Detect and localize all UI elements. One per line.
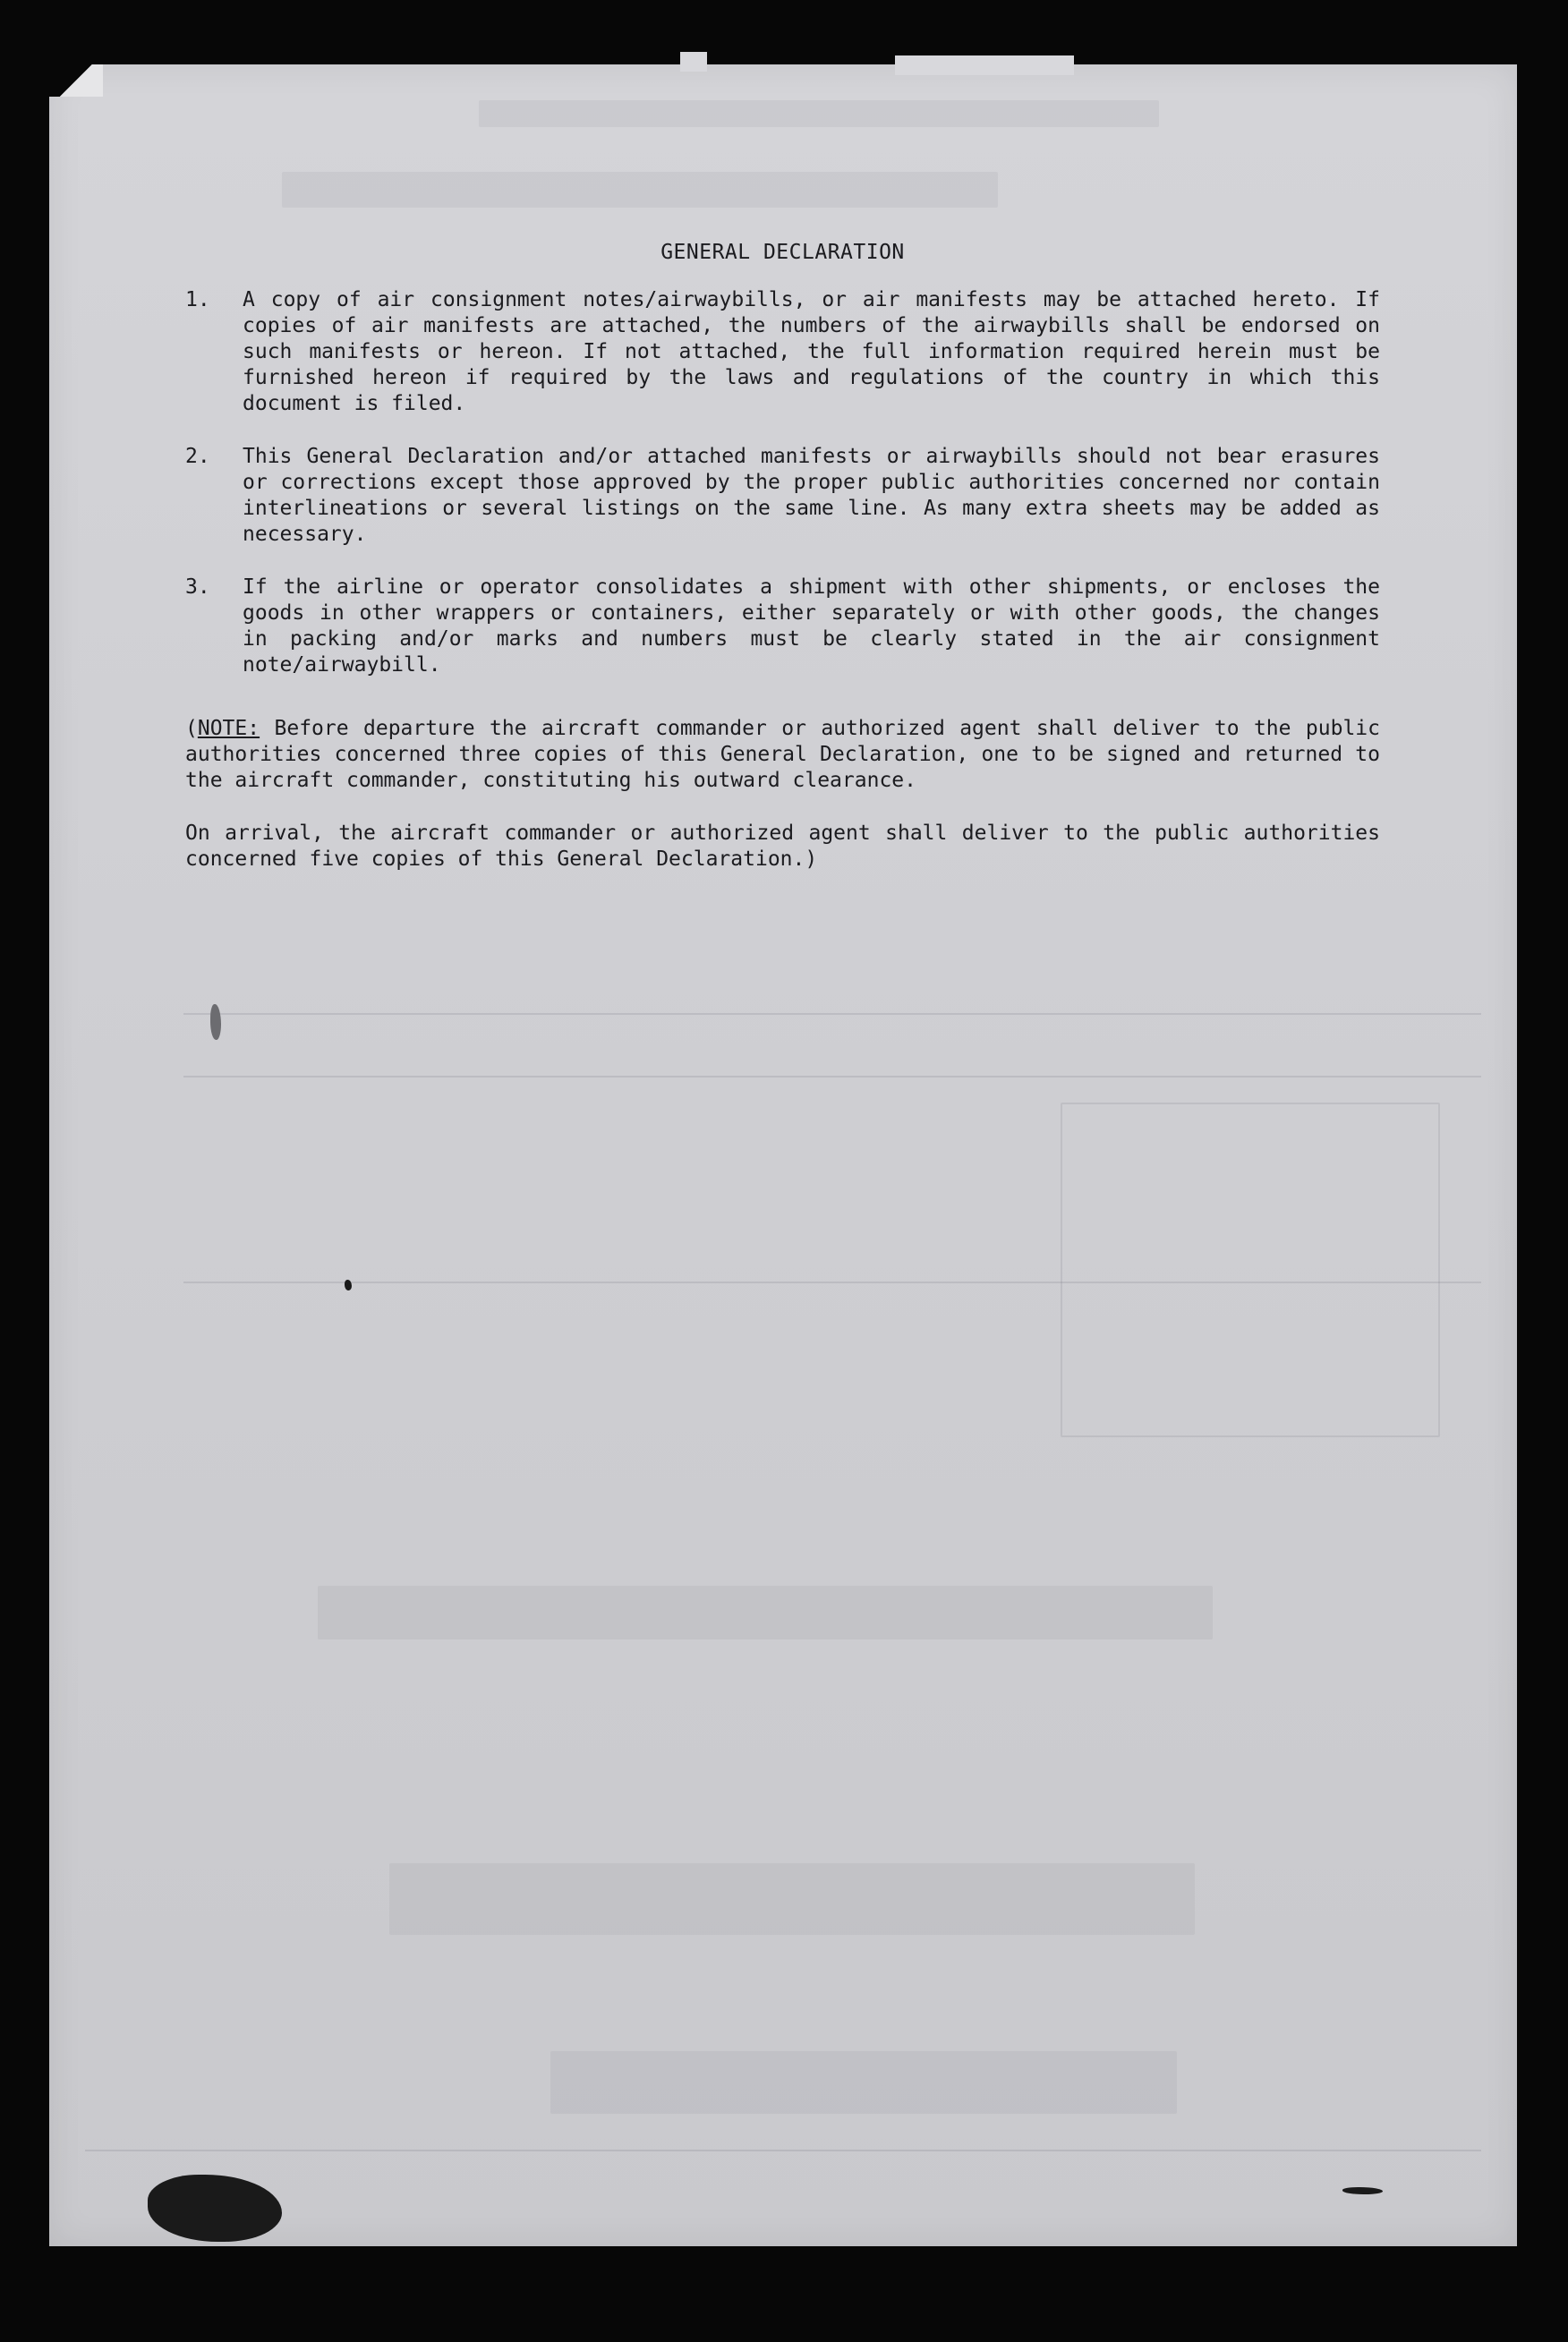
note-open-paren: ( [185,717,198,740]
list-item [185,575,1380,678]
paper-tab-left [680,52,707,72]
item-number: 3. [185,575,210,599]
ink-smudge [210,1004,221,1040]
bleed-through-box [1061,1103,1440,1437]
item-text: A copy of air consignment notes/airwaybills, or air manifests may be attached hereto. If copies of air manifests are attached, the numbers of the airwaybills shall be endorsed on such manifests or hereon. If not attached, the full information required herein must be furnished hereon if required by the laws and regulations of the country in which this document is filed. [243,288,1380,415]
bottom-edge-mark [1342,2187,1383,2194]
arrival-paragraph: On arrival, the aircraft commander or authorized agent shall deliver to the public authorities concerned five copies of this General Declaration.) [185,822,1380,871]
bleed-through-rule [183,1013,1481,1015]
bleed-through-block [318,1586,1213,1639]
item-number: 2. [185,445,210,468]
paper-tab-right [895,55,1074,75]
folded-corner [49,64,103,97]
bleed-through-block [389,1863,1195,1935]
note-paragraph [185,716,1380,794]
list-item [185,444,1380,548]
bleed-through-rule [85,2150,1481,2151]
list-item [185,287,1380,417]
item-text: This General Declaration and/or attached manifests or airwaybills should not bear erasures or corrections except those approved by the proper public authorities concerned nor contain interlineations or several listings on the same line. As many extra sheets may be added as necessary. [243,445,1380,546]
note-text: Before departure the aircraft commander or authorized agent shall deliver to the public authorities concerned three copies of this General Declaration, one to be signed and returned to the aircraft commander, constituting his outward clearance. [185,717,1380,792]
item-number: 1. [185,288,210,311]
ink-dot [345,1280,352,1290]
bleed-through-block [550,2051,1177,2114]
bleed-through-rule [183,1076,1481,1077]
document-title: GENERAL DECLARATION [660,241,905,264]
bleed-through-block [282,172,998,208]
declaration-text [185,240,1380,873]
item-text: If the airline or operator consolidates a shipment with other shipments, or encloses the goods in other wrappers or containers, either separately or with other goods, the changes in packing and/or marks and numbers must be clearly stated in the air consignment note/airwaybill. [243,575,1380,677]
note-label: NOTE: [197,717,260,740]
bleed-through-header [479,100,1159,127]
